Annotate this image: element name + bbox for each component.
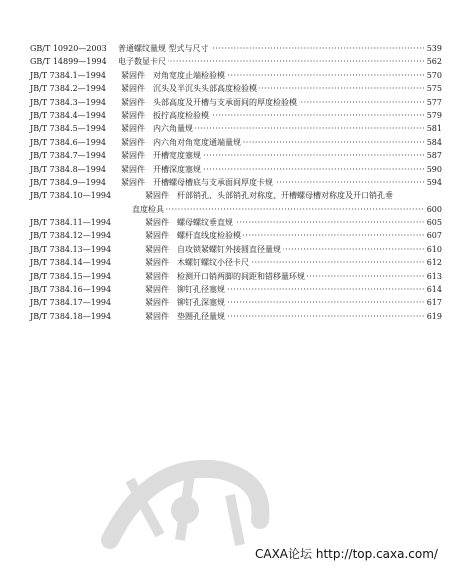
page-number: 617	[426, 298, 442, 308]
table-of-contents	[30, 42, 442, 323]
entry-title-text: 铆钉孔径塞规	[177, 285, 225, 295]
entry-title	[121, 69, 424, 82]
entry-title	[145, 229, 424, 242]
entry-title-text: 螺杆直线度检验模	[177, 231, 241, 241]
page-number: 610	[426, 244, 442, 254]
page-number: 575	[426, 84, 442, 94]
standard-code: JB/T 7384.6—1994	[30, 137, 107, 147]
page-number: 612	[426, 258, 442, 268]
standard-code: JB/T 7384.2—1994	[30, 84, 107, 94]
entry-category: 紧固件	[121, 151, 145, 161]
toc-entry[interactable]	[30, 176, 442, 189]
page-number: 607	[426, 231, 442, 241]
entry-title	[121, 149, 424, 162]
entry-title	[121, 136, 424, 149]
toc-entry[interactable]	[30, 216, 442, 229]
toc-entry[interactable]	[30, 149, 442, 162]
standard-code: JB/T 7384.4—1994	[30, 110, 107, 120]
page-number: 614	[426, 285, 442, 295]
entry-category: 紧固件	[145, 258, 169, 268]
entry-category: 紧固件	[145, 285, 169, 295]
entry-title-text: 铆钉孔深塞规	[177, 298, 225, 308]
page-number: 584	[426, 137, 442, 147]
entry-category: 紧固件	[121, 84, 145, 94]
entry-title-text: 垫圈孔径量规	[177, 311, 225, 321]
entry-category: 紧固件	[145, 191, 169, 201]
entry-title-text: 对角宽度止端检验模	[153, 70, 225, 80]
standard-code: JB/T 7384.14—1994	[30, 258, 112, 268]
toc-entry[interactable]	[30, 109, 442, 122]
entry-category: 紧固件	[145, 231, 169, 241]
entry-title-text: 螺母螺纹垂直规	[177, 218, 233, 228]
entry-category: 紧固件	[145, 298, 169, 308]
standard-code: JB/T 7384.12—1994	[30, 231, 112, 241]
toc-entry[interactable]	[30, 69, 442, 82]
entry-title	[121, 176, 424, 189]
entry-title-text: 沉头及半沉头头部高度检验模	[153, 84, 257, 94]
standard-code: JB/T 7384.8—1994	[30, 164, 107, 174]
toc-entry[interactable]	[30, 122, 442, 135]
toc-entry[interactable]	[30, 163, 442, 176]
toc-entry[interactable]	[30, 96, 442, 109]
entry-category: 紧固件	[145, 311, 169, 321]
entry-title	[121, 163, 424, 176]
entry-category: 紧固件	[121, 137, 145, 147]
entry-category: 紧固件	[121, 177, 145, 187]
entry-title	[145, 283, 424, 296]
page-number: 570	[426, 70, 442, 80]
standard-code: JB/T 7384.16—1994	[30, 285, 112, 295]
standard-code: JB/T 7384.3—1994	[30, 97, 107, 107]
page-number: 581	[426, 124, 442, 134]
entry-title-text: 木螺钉螺纹小径卡尺	[177, 258, 249, 268]
standard-code: JB/T 7384.7—1994	[30, 151, 107, 161]
entry-category: 紧固件	[145, 218, 169, 228]
entry-title	[145, 310, 424, 323]
entry-category: 紧固件	[121, 97, 145, 107]
stamp-watermark	[90, 440, 280, 560]
page-number: 619	[426, 311, 442, 321]
entry-title	[132, 203, 424, 216]
standard-code: JB/T 7384.10—1994	[30, 191, 112, 201]
toc-entry[interactable]	[30, 203, 442, 216]
forum-footer-text: CAXA论坛 http://top.caxa.com/	[255, 547, 438, 561]
page-number: 594	[426, 177, 442, 187]
standard-code: JB/T 7384.13—1994	[30, 244, 112, 254]
entry-title	[145, 243, 424, 256]
toc-entry[interactable]	[30, 136, 442, 149]
page-number: 600	[426, 204, 442, 214]
entry-title-text: 头部高度及开槽与支承面间的厚度检验模	[153, 97, 297, 107]
toc-entry[interactable]	[30, 270, 442, 283]
entry-title-text: 自攻锁紧螺钉外接圆直径量规	[177, 244, 281, 254]
entry-title-text: 普通螺纹量规 型式与尺寸	[118, 44, 209, 53]
entry-title	[118, 55, 424, 68]
page-number: 613	[426, 271, 442, 281]
entry-title	[121, 109, 424, 122]
entry-title-text: 扳拧高度检验模	[153, 110, 209, 120]
entry-category: 紧固件	[145, 244, 169, 254]
entry-title-text: 检测开口销两脚的间距和错移量环规	[177, 271, 305, 281]
entry-title-text: 开槽螺母槽底与支承面间厚度卡规	[153, 177, 273, 187]
entry-title-text: 杆部销孔、头部销孔对称度、开槽螺母槽对称度及开口销孔垂	[177, 191, 393, 201]
page-number: 590	[426, 164, 442, 174]
standard-code: JB/T 7384.17—1994	[30, 298, 112, 308]
toc-entry[interactable]	[30, 296, 442, 309]
entry-title-text: 直度检具	[132, 204, 164, 214]
entry-title	[121, 122, 424, 135]
entry-title-text: 电子数显卡尺	[118, 57, 166, 67]
toc-entry[interactable]	[30, 256, 442, 269]
page-number: 539	[426, 44, 442, 53]
entry-title-text: 内六角量规	[153, 124, 193, 134]
entry-category: 紧固件	[145, 271, 169, 281]
standard-code: JB/T 7384.15—1994	[30, 271, 112, 281]
toc-entry[interactable]	[30, 229, 442, 242]
entry-category: 紧固件	[121, 70, 145, 80]
standard-code: JB/T 7384.5—1994	[30, 124, 107, 134]
entry-title-text: 开槽宽度塞规	[153, 151, 201, 161]
entry-title	[145, 256, 424, 269]
toc-entry[interactable]	[30, 55, 442, 68]
standard-code: GB/T 14899—1994	[30, 57, 107, 67]
standard-code: JB/T 7384.18—1994	[30, 311, 112, 321]
entry-title	[145, 296, 424, 309]
entry-title	[145, 189, 424, 202]
page-number: 579	[426, 110, 442, 120]
page-number: 587	[426, 151, 442, 161]
entry-title	[145, 270, 424, 283]
entry-title	[121, 96, 424, 109]
toc-entry[interactable]	[30, 283, 442, 296]
entry-title	[145, 216, 424, 229]
page-number: 605	[426, 218, 442, 228]
entry-title	[118, 42, 424, 55]
standard-code: JB/T 7384.1—1994	[30, 70, 107, 80]
standard-code: JB/T 7384.9—1994	[30, 177, 107, 187]
standard-code: GB/T 10920—2003	[30, 44, 107, 53]
standard-code: JB/T 7384.11—1994	[30, 218, 112, 228]
toc-entry[interactable]	[30, 310, 442, 323]
entry-title	[121, 82, 424, 95]
entry-title-text: 内六角对角宽度通端量规	[153, 137, 241, 147]
page-number: 577	[426, 97, 442, 107]
page-number: 562	[426, 57, 442, 67]
entry-category: 紧固件	[121, 124, 145, 134]
toc-entry[interactable]	[30, 82, 442, 95]
toc-entry[interactable]	[30, 42, 442, 55]
toc-entry[interactable]	[30, 243, 442, 256]
entry-category: 紧固件	[121, 110, 145, 120]
entry-category: 紧固件	[121, 164, 145, 174]
entry-title-text: 开槽深度塞规	[153, 164, 201, 174]
toc-entry[interactable]	[30, 189, 442, 202]
